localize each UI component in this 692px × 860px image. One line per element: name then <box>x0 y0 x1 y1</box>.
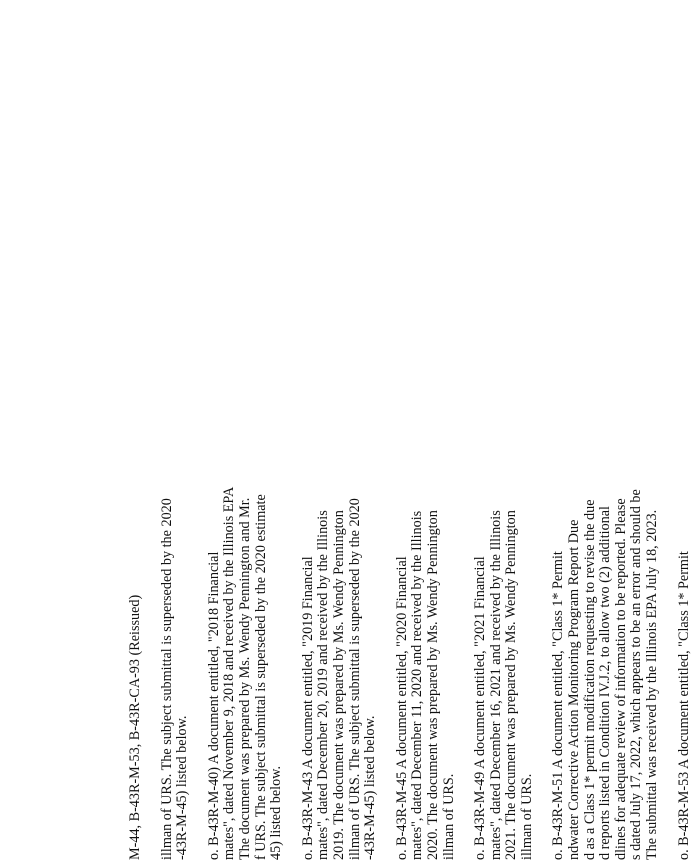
spacer <box>457 0 473 860</box>
paragraph-line: -43R-M-45) listed below. <box>362 715 379 860</box>
document-heading: M-44, B-43R-M-53, B-43R-CA-93 (Reissued) <box>127 594 143 860</box>
spacer <box>535 0 551 860</box>
paragraph-line: o. B-43R-M-49 A document entitled, "2021 Financial <box>472 556 489 860</box>
paragraph-line: ndwater Corrective Action Monitoring Program Report Due <box>566 519 583 860</box>
paragraph-line: dlines for adequate review of information to be reported. Please <box>612 498 629 860</box>
paragraph-line: o. B-43R-M-40) A document entitled, "2018 Financial <box>205 551 222 860</box>
paragraph-line: The submittal was received by the Illinois EPA July 18, 2023. <box>644 509 661 860</box>
paragraph-line: illman of URS. The subject submittal is superseded by the 2020 <box>346 498 363 860</box>
paragraph-line: f URS. The subject submittal is superseded by the 2020 estimate <box>252 494 269 860</box>
paragraph-line: mates", dated December 11, 2020 and received by the Illinois <box>409 510 426 860</box>
paragraph-line: o. B-43R-M-43 A document entitled, "2019 Financial <box>299 556 316 860</box>
spacer <box>379 0 395 860</box>
paragraph-line: mates", dated November 9, 2018 and received by the Illinois EPA <box>221 486 238 860</box>
paragraph-line: 2021. The document was prepared by Ms. Wendy Pennington <box>503 510 520 860</box>
paragraph-line: 2020. The document was prepared by Ms. Wendy Pennington <box>424 510 441 860</box>
paragraph-line: 2019. The document was prepared by Ms. Wendy Pennington <box>330 510 347 860</box>
paragraph-line: d as a Class 1* permit modification requesting to revise the due <box>581 499 598 860</box>
paragraph-line: The document was prepared by Ms. Wendy Pennington and Mr. <box>236 497 253 860</box>
paragraph-line: -43R-M-45) listed below. <box>174 715 191 860</box>
paragraph-line: illman of URS. The subject submittal is superseded by the 2020 <box>158 498 175 860</box>
paragraph-line: mates", dated December 16, 2021 and received by the Illinois <box>487 510 504 860</box>
paragraph-line: o. B-43R-M-51 A document entitled, "Class 1* Permit <box>550 551 567 860</box>
paragraph-line: mates", dated December 20, 2019 and received by the Illinois <box>315 510 332 860</box>
paragraph-line: d reports listed in Condition IV.J.2, to allow two (2) additional <box>597 505 614 860</box>
paragraph-line: illman of URS. <box>440 773 457 860</box>
paragraph-line: s dated July 17, 2022, which appears to be an error and should be <box>628 489 645 860</box>
spacer <box>661 0 677 860</box>
spacer <box>144 0 160 860</box>
spacer <box>191 0 207 860</box>
paragraph-line: o. B-43R-M-45 A document entitled, "2020 Financial <box>393 556 410 860</box>
document-body <box>128 0 692 860</box>
paragraph-line: 45) listed below. <box>268 765 285 860</box>
paragraph-line: illman of URS. <box>518 773 535 860</box>
spacer <box>285 0 301 860</box>
paragraph-line: o. B-43R-M-53 A document entitled, "Class 1* Permit <box>675 551 692 860</box>
